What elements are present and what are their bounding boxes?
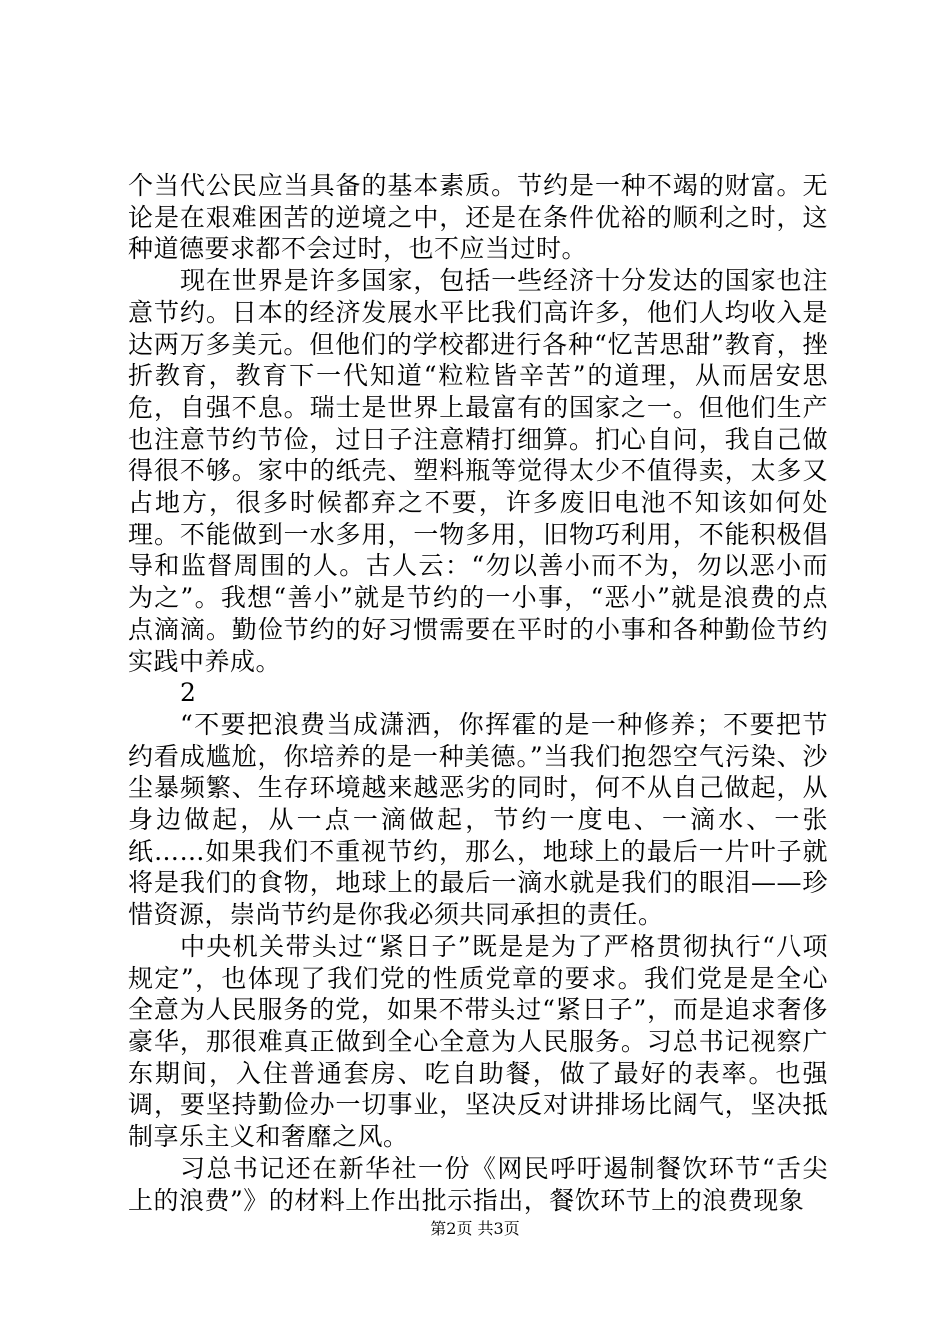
paragraph-instruction: 习总书记还在新华社一份《网民呼吁遏制餐饮环节“舌尖上的浪费”》的材料上作出批示指出，餐饮环节上的浪费现象 — [128, 1153, 828, 1215]
section-number: 2 — [180, 678, 196, 708]
document-body — [128, 170, 828, 1216]
paragraph-continuation: 个当代公民应当具备的基本素质。节约是一种不竭的财富。无论是在艰难困苦的逆境之中，还是在条件优裕的顺利之时，这种道德要求都不会过时，也不应当过时。 — [128, 171, 828, 264]
page-footer: 第2页 共3页 — [430, 1219, 520, 1238]
paragraph-central-organs: 中央机关带头过“紧日子”既是是为了严格贯彻执行“八项规定”，也体现了我们党的性质党章的要求。我们党是是全心全意为人民服务的党，如果不带头过“紧日子”，而是追求奢侈豪华，那很难真正做到全心全意为人民服务。习总书记视察广东期间，入住普通套房、吃自助餐，做了最好的表率。也强调，要坚持勤俭办一切事业，坚决反对讲排场比阔气，坚决抵制享乐主义和奢靡之风。 — [128, 931, 828, 1152]
paragraph-world-frugality: 现在世界是许多国家，包括一些经济十分发达的国家也注意节约。日本的经济发展水平比我们高许多，他们人均收入是达两万多美元。但他们的学校都进行各种“忆苦思甜”教育，挫折教育，教育下一代知道“粒粒皆辛苦”的道理，从而居安思危，自强不息。瑞士是世界上最富有的国家之一。但他们生产也注意节约节俭，过日子注意精打细算。扪心自问，我自己做得很不够。家中的纸壳、塑料瓶等觉得太少不值得卖，太多又占地方，很多时候都弃之不要，许多废旧电池不知该如何处理。不能做到一水多用，一物多用，旧物巧利用，不能积极倡导和监督周围的人。古人云：“勿以善小而不为，勿以恶小而为之”。我想“善小”就是节约的一小事，“恶小”就是浪费的点点滴滴。勤俭节约的好习惯需要在平时的小事和各种勤俭节约实践中养成。 — [128, 266, 828, 676]
paragraph-waste-quote: “不要把浪费当成潇洒，你挥霍的是一种修养；不要把节约看成尴尬，你培养的是一种美德。”当我们抱怨空气污染、沙尘暴频繁、生存环境越来越恶劣的同时，何不从自己做起，从身边做起，从一点一滴做起，节约一度电、一滴水、一张纸……如果我们不重视节约，那么，地球上的最后一片叶子就将是我们的食物，地球上的最后一滴水就是我们的眼泪——珍惜资源，崇尚节约是你我必须共同承担的责任。 — [128, 709, 828, 930]
